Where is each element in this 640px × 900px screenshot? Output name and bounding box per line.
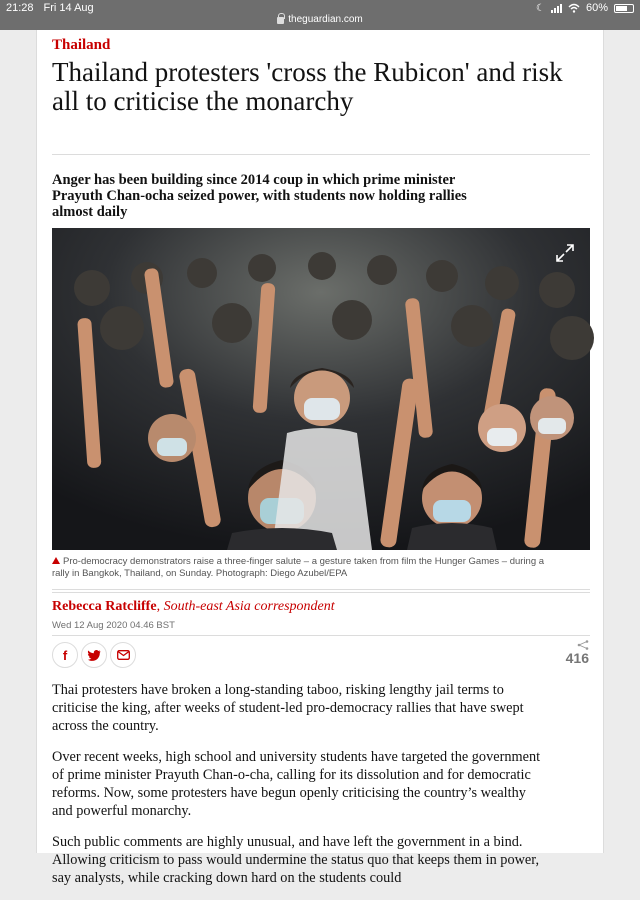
facebook-share-button[interactable] xyxy=(52,642,78,668)
divider xyxy=(52,154,590,155)
author-role: South-east Asia correspondent xyxy=(163,599,335,614)
share-count xyxy=(566,640,589,668)
caption-text: Pro-democracy demonstrators raise a three-finger salute – a gesture taken from film the Hunger Games – during a rally in Bangkok, Thailand, on Sunday. Photograph: Diego Azubel/EPA xyxy=(52,556,545,579)
author-link[interactable]: Rebecca Ratcliffe xyxy=(52,599,157,614)
divider xyxy=(52,635,590,636)
email-share-button[interactable] xyxy=(110,642,136,668)
article-body xyxy=(52,681,542,900)
battery-percent: 60% xyxy=(585,2,608,14)
publish-date: Wed 12 Aug 2020 04.46 BST xyxy=(52,620,175,631)
facebook-icon: f xyxy=(62,647,68,663)
expand-icon[interactable] xyxy=(554,242,576,264)
envelope-icon xyxy=(117,650,130,660)
article xyxy=(36,30,604,886)
lock-icon xyxy=(277,17,284,24)
body-paragraph: Such public comments are highly unusual, and have left the government in a bind. Allowing criticism to pass would undermine the status quo that keeps them in power, say analysts, while cracking down hard on the students could xyxy=(52,834,540,886)
main-photo[interactable] xyxy=(52,228,590,550)
status-right xyxy=(536,2,634,14)
body-paragraph: Thai protesters have broken a long-standing taboo, risking lengthy jail terms to criticise the king, after weeks of student-led pro-democracy rallies that have swept across the country. xyxy=(52,682,524,734)
protest-photo-illustration xyxy=(52,228,590,550)
body-paragraph: Over recent weeks, high school and university students have targeted the government of prime minister Prayuth Chan-o-cha, calling for its dissolution and for democratic reforms. Now, some protesters have begun openly criticising the country’s wealthy and powerful monarchy. xyxy=(52,749,541,819)
twitter-share-button[interactable] xyxy=(81,642,107,668)
status-left xyxy=(6,2,94,14)
share-count-number: 416 xyxy=(565,650,589,666)
photo-caption xyxy=(52,556,552,580)
status-bar xyxy=(0,0,640,30)
wifi-icon xyxy=(568,3,580,13)
section-kicker[interactable]: Thailand xyxy=(52,37,111,53)
byline: Rebecca Ratcliffe, South-east Asia correspondent xyxy=(52,599,335,614)
address-bar[interactable] xyxy=(0,14,640,25)
divider xyxy=(52,589,590,593)
headline: Thailand protesters 'cross the Rubicon' and risk all to criticise the monarchy xyxy=(52,57,563,116)
battery-icon xyxy=(614,4,634,13)
caption-triangle-icon xyxy=(52,557,60,564)
address-url: theguardian.com xyxy=(288,14,363,25)
status-time: 21:28 xyxy=(6,2,34,14)
twitter-icon xyxy=(88,650,101,661)
status-date: Fri 14 Aug xyxy=(43,2,94,14)
share-icon xyxy=(577,640,589,650)
signal-icon xyxy=(551,4,562,13)
moon-icon: ☾ xyxy=(536,2,545,14)
standfirst: Anger has been building since 2014 coup in which prime minister Prayuth Chan-ocha seized power, with students now holding rallies almost daily xyxy=(52,172,467,220)
share-buttons xyxy=(52,642,136,668)
